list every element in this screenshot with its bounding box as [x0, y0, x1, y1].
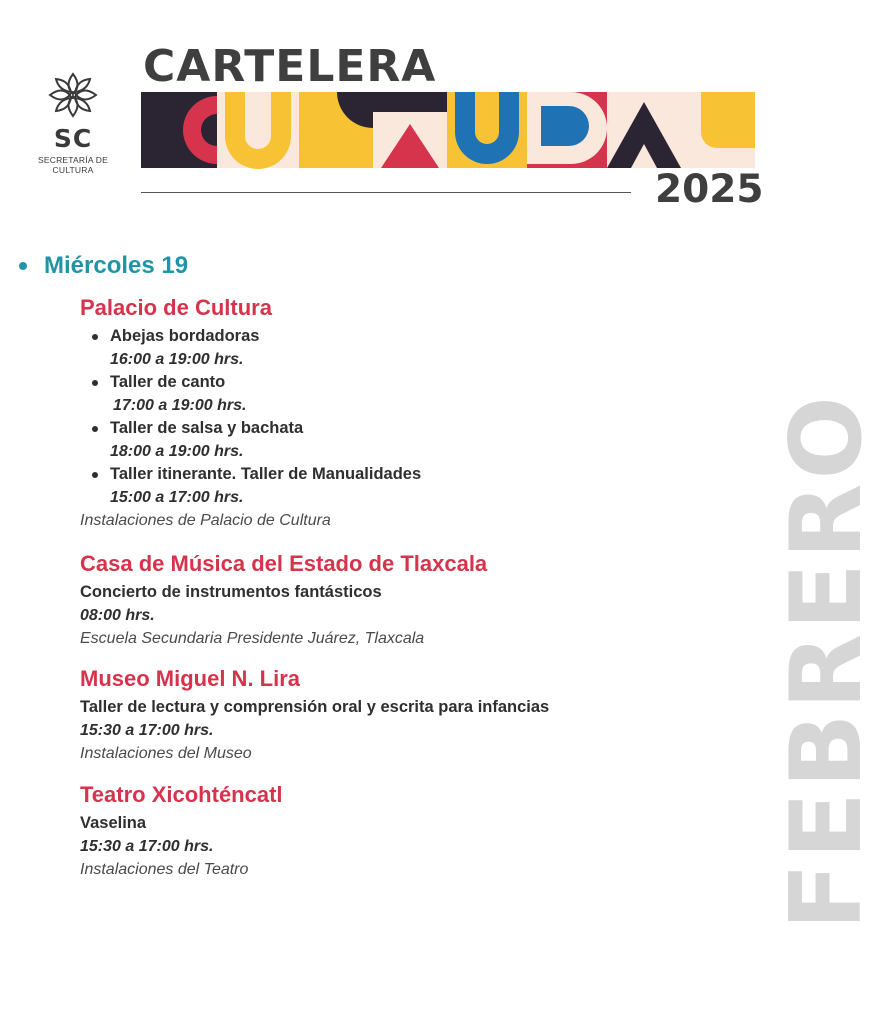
activity-time: 16:00 a 19:00 hrs. [110, 351, 244, 368]
activity-title: Concierto de instrumentos fantásticos [80, 583, 382, 601]
activity-title: Vaselina [80, 814, 147, 832]
list-item [92, 463, 680, 509]
list-item [92, 371, 680, 417]
venue-name: Casa de Música del Estado de Tlaxcala [80, 551, 488, 576]
activity-title: Taller de salsa y bachata [110, 419, 304, 437]
venue-location: Instalaciones de Palacio de Cultura [80, 512, 331, 529]
day-heading [19, 252, 188, 280]
venue-name: Teatro Xicohténcatl [80, 782, 283, 807]
flower-emblem-icon [46, 70, 100, 120]
venue-palacio-de-cultura [80, 295, 680, 533]
list-item [92, 417, 680, 463]
header-divider [141, 192, 631, 193]
venue-casa-de-musica [80, 551, 680, 651]
activity-time: 15:30 a 17:00 hrs. [80, 722, 214, 739]
logo-subtitle-line2: CULTURA [52, 165, 94, 175]
activity-time: 08:00 hrs. [80, 607, 155, 624]
year-label: 2025 [655, 167, 764, 212]
activity-title: Taller de canto [110, 373, 226, 391]
list-item [92, 325, 680, 371]
activity-title: Taller itinerante. Taller de Manualidades [110, 465, 422, 483]
month-vertical-label: FEBRERO [770, 392, 884, 930]
activity-time: 18:00 a 19:00 hrs. [110, 443, 244, 460]
cultural-banner-graphic [141, 92, 755, 168]
activity-time: 15:30 a 17:00 hrs. [80, 838, 214, 855]
page-title: CARTELERA [143, 41, 437, 92]
activity-list [80, 325, 680, 509]
activity-time: 17:00 a 19:00 hrs. [113, 397, 247, 414]
bullet-dot-icon [92, 426, 98, 432]
bullet-dot-icon [92, 334, 98, 340]
bullet-dot-icon [92, 380, 98, 386]
activity-title: Taller de lectura y comprensión oral y escrita para infancias [80, 698, 550, 716]
day-heading-text: Miércoles 19 [44, 252, 189, 279]
bullet-dot-icon [92, 472, 98, 478]
activity-title: Abejas bordadoras [110, 327, 260, 345]
venue-location: Escuela Secundaria Presidente Juárez, Tlaxcala [80, 630, 425, 647]
activity-time: 15:00 a 17:00 hrs. [110, 489, 244, 506]
venue-location: Instalaciones del Museo [80, 745, 252, 762]
venue-museo-miguel-n-lira [80, 666, 680, 766]
secretaria-logo [30, 70, 116, 175]
logo-initials: SC [53, 124, 93, 153]
bullet-dot-icon [19, 262, 27, 270]
venue-name: Museo Miguel N. Lira [80, 666, 301, 691]
venue-teatro-xicohtencatl [80, 782, 680, 882]
venue-name: Palacio de Cultura [80, 295, 272, 320]
logo-subtitle-line1: SECRETARÍA DE [38, 155, 108, 165]
logo-subtitle [30, 155, 116, 175]
venue-location: Instalaciones del Teatro [80, 861, 249, 878]
